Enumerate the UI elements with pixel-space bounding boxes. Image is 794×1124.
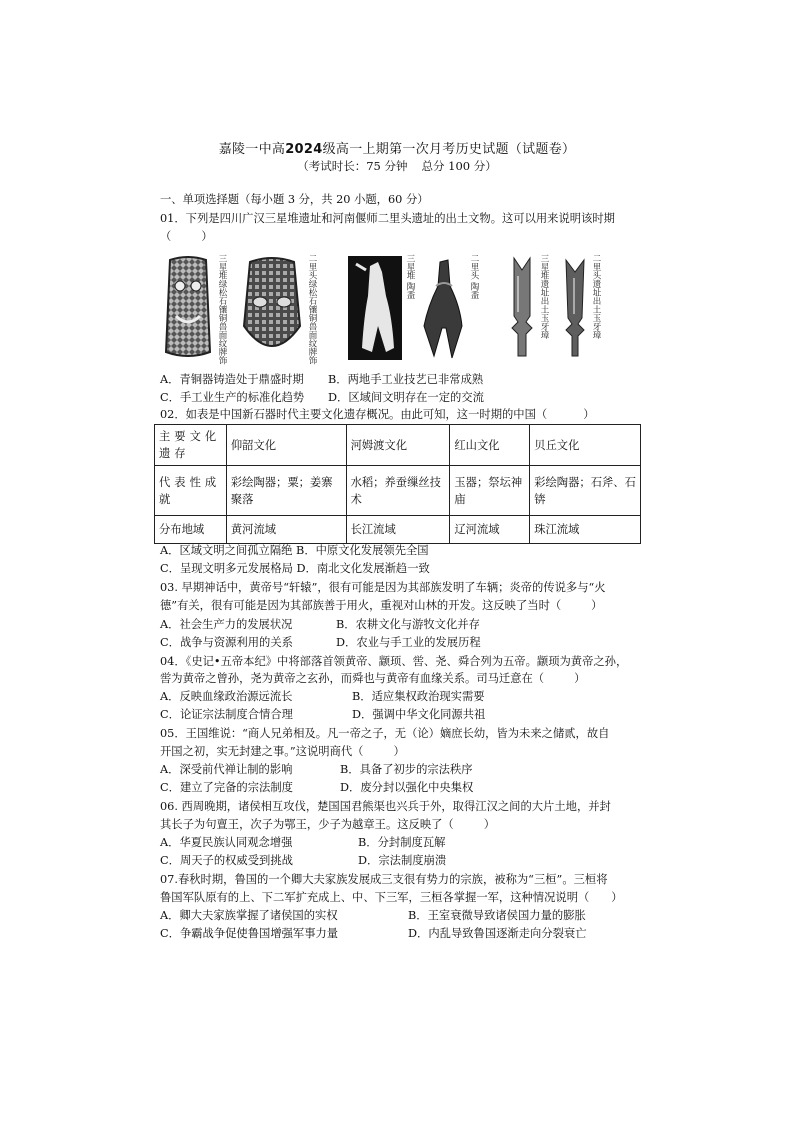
erlitou-he-vessel-image	[422, 256, 466, 360]
culture-table	[154, 424, 641, 544]
table-cell: 主要文化遗存	[155, 425, 227, 466]
q03-option-a[interactable]: A．社会生产力的发展状况	[160, 618, 293, 631]
q03-option-c[interactable]: C．战争与资源利用的关系	[160, 636, 293, 649]
table-cell: 黄河流域	[226, 516, 346, 544]
q04-option-b[interactable]: B．适应集权政治现实需要	[352, 690, 485, 703]
q02-options-cd[interactable]: C．呈现文明多元发展格局 D．南北文化发展渐趋一致	[160, 562, 430, 575]
sanxingdui-yazhang-image	[508, 256, 536, 360]
caption-sanxingdui-he: 三星堆 陶盉	[405, 254, 415, 300]
question-07-stem: 07.春秋时期，鲁国的一个卿大夫家族发展成三支很有势力的宗族，被称为“三桓”。三桓将	[160, 873, 608, 886]
q01-option-c[interactable]: C．手工业生产的标准化趋势	[160, 391, 305, 404]
q02-options-ab[interactable]: A．区域文明之间孤立隔绝 B．中原文化发展领先全国	[160, 544, 429, 557]
question-05-stem-line2: 开国之初，实无封建之事。”这说明商代（ ）	[160, 745, 405, 758]
q01-option-d[interactable]: D．区域间文明存在一定的交流	[328, 391, 484, 404]
table-row	[155, 466, 641, 516]
q04-option-a[interactable]: A．反映血缘政治源远流长	[160, 690, 293, 703]
table-cell: 长江流域	[346, 516, 450, 544]
sanxingdui-he-vessel-image	[348, 256, 402, 360]
question-01-stem-line2: （ ）	[160, 230, 213, 243]
q01-option-a[interactable]: A．青铜器铸造处于鼎盛时期	[160, 373, 304, 386]
question-06-stem: 06. 西周晚期，诸侯相互攻伐，楚国国君熊渠也兴兵于外，取得江汉之间的大片土地，并封	[160, 800, 611, 813]
erlitou-yazhang-image	[562, 256, 588, 360]
q07-option-b[interactable]: B．王室衰微导致诸侯国力量的膨胀	[408, 909, 586, 922]
question-03-stem-line2: 德”有关，很有可能是因为其部族善于用火，重视对山林的开发。这反映了当时（ ）	[160, 599, 603, 612]
table-cell: 彩绘陶器；石斧、石锛	[530, 466, 641, 516]
erlitou-plaque-image	[240, 256, 304, 360]
q05-option-a[interactable]: A．深受前代禅让制的影响	[160, 763, 293, 776]
q06-option-b[interactable]: B．分封制度瓦解	[358, 836, 446, 849]
caption-erlitou-he: 二里头 陶盉	[469, 254, 479, 300]
exam-meta: （考试时长：75 分钟 总分 100 分）	[297, 159, 497, 173]
page-title: 嘉陵一中高2024级高一上期第一次月考历史试题（试题卷）	[218, 142, 576, 157]
question-05-stem: 05．王国维说：“商人兄弟相及。凡一帝之子，无（论）嫡庶长幼，皆为未来之储贰，故自	[160, 727, 610, 740]
table-row	[155, 425, 641, 466]
table-cell: 分布地域	[155, 516, 227, 544]
question-07-stem-line2: 鲁国军队原有的上、下二军扩充成上、中、下三军，三桓各掌握一军，这种情况说明（ ）	[160, 891, 623, 904]
q03-option-b[interactable]: B．农耕文化与游牧文化并存	[336, 618, 480, 631]
q05-option-d[interactable]: D．废分封以强化中央集权	[340, 781, 474, 794]
table-cell: 河姆渡文化	[346, 425, 450, 466]
question-03-stem: 03. 早期神话中，黄帝号“轩辕”，很有可能是因为其部族发明了车辆；炎帝的传说多与“火	[160, 581, 606, 594]
q06-option-a[interactable]: A．华夏民族认同观念增强	[160, 836, 293, 849]
q06-option-d[interactable]: D．宗法制度崩溃	[358, 854, 447, 867]
table-cell: 水稻；养蚕缫丝技术	[346, 466, 450, 516]
q01-option-b[interactable]: B．两地手工业技艺已非常成熟	[328, 373, 484, 386]
caption-sanxingdui-plaque: 三星堆绿松石镶铜兽面纹牌饰	[217, 254, 227, 365]
q04-option-d[interactable]: D．强调中华文化同源共祖	[352, 708, 486, 721]
question-04-stem: 04．《史记•五帝本纪》中将部落首领黄帝、颛顼、喾、尧、舜合列为五帝。颛顼为黄帝之孙，	[160, 655, 628, 668]
q04-option-c[interactable]: C．论证宗法制度合情合理	[160, 708, 293, 721]
table-cell: 代表性成就	[155, 466, 227, 516]
q07-option-c[interactable]: C．争霸战争促使鲁国增强军事力量	[160, 927, 339, 940]
table-row	[155, 516, 641, 544]
sanxingdui-plaque-image	[162, 256, 214, 360]
table-cell: 珠江流域	[530, 516, 641, 544]
question-06-stem-line2: 其长子为句亶王，次子为鄂王，少子为越章王。这反映了（ ）	[160, 818, 496, 831]
table-cell: 玉器；祭坛神庙	[450, 466, 530, 516]
q05-option-c[interactable]: C．建立了完备的宗法制度	[160, 781, 293, 794]
q03-option-d[interactable]: D．农业与手工业的发展历程	[336, 636, 481, 649]
q07-option-d[interactable]: D．内乱导致鲁国逐渐走向分裂衰亡	[408, 927, 587, 940]
table-cell: 仰韶文化	[226, 425, 346, 466]
question-01-stem: 01．下列是四川广汉三星堆遗址和河南偃师二里头遗址的出土文物。这可以用来说明该时期	[160, 212, 615, 225]
table-cell: 辽河流域	[450, 516, 530, 544]
q06-option-c[interactable]: C．周天子的权威受到挑战	[160, 854, 293, 867]
question-04-stem-line2: 喾为黄帝之曾孙，尧为黄帝之玄孙，而舜也与黄帝有血缘关系。司马迁意在（ ）	[160, 672, 586, 685]
table-cell: 彩绘陶器；粟；姜寨聚落	[226, 466, 346, 516]
q07-option-a[interactable]: A．卿大夫家族掌握了诸侯国的实权	[160, 909, 338, 922]
table-cell: 贝丘文化	[530, 425, 641, 466]
caption-erlitou-yazhang: 二里头遗址出土玉牙璋	[591, 254, 601, 339]
caption-erlitou-plaque: 二里头绿松石镶铜兽面纹牌饰	[307, 254, 317, 365]
table-cell: 红山文化	[450, 425, 530, 466]
caption-sanxingdui-yazhang: 三星堆遗址出土玉牙璋	[539, 254, 549, 339]
question-02-stem: 02．如表是中国新石器时代主要文化遗存概况。由此可知，这一时期的中国（ ）	[160, 408, 595, 421]
section-heading: 一、单项选择题（每小题 3 分，共 20 小题，60 分）	[160, 193, 429, 206]
q05-option-b[interactable]: B．具备了初步的宗法秩序	[340, 763, 473, 776]
